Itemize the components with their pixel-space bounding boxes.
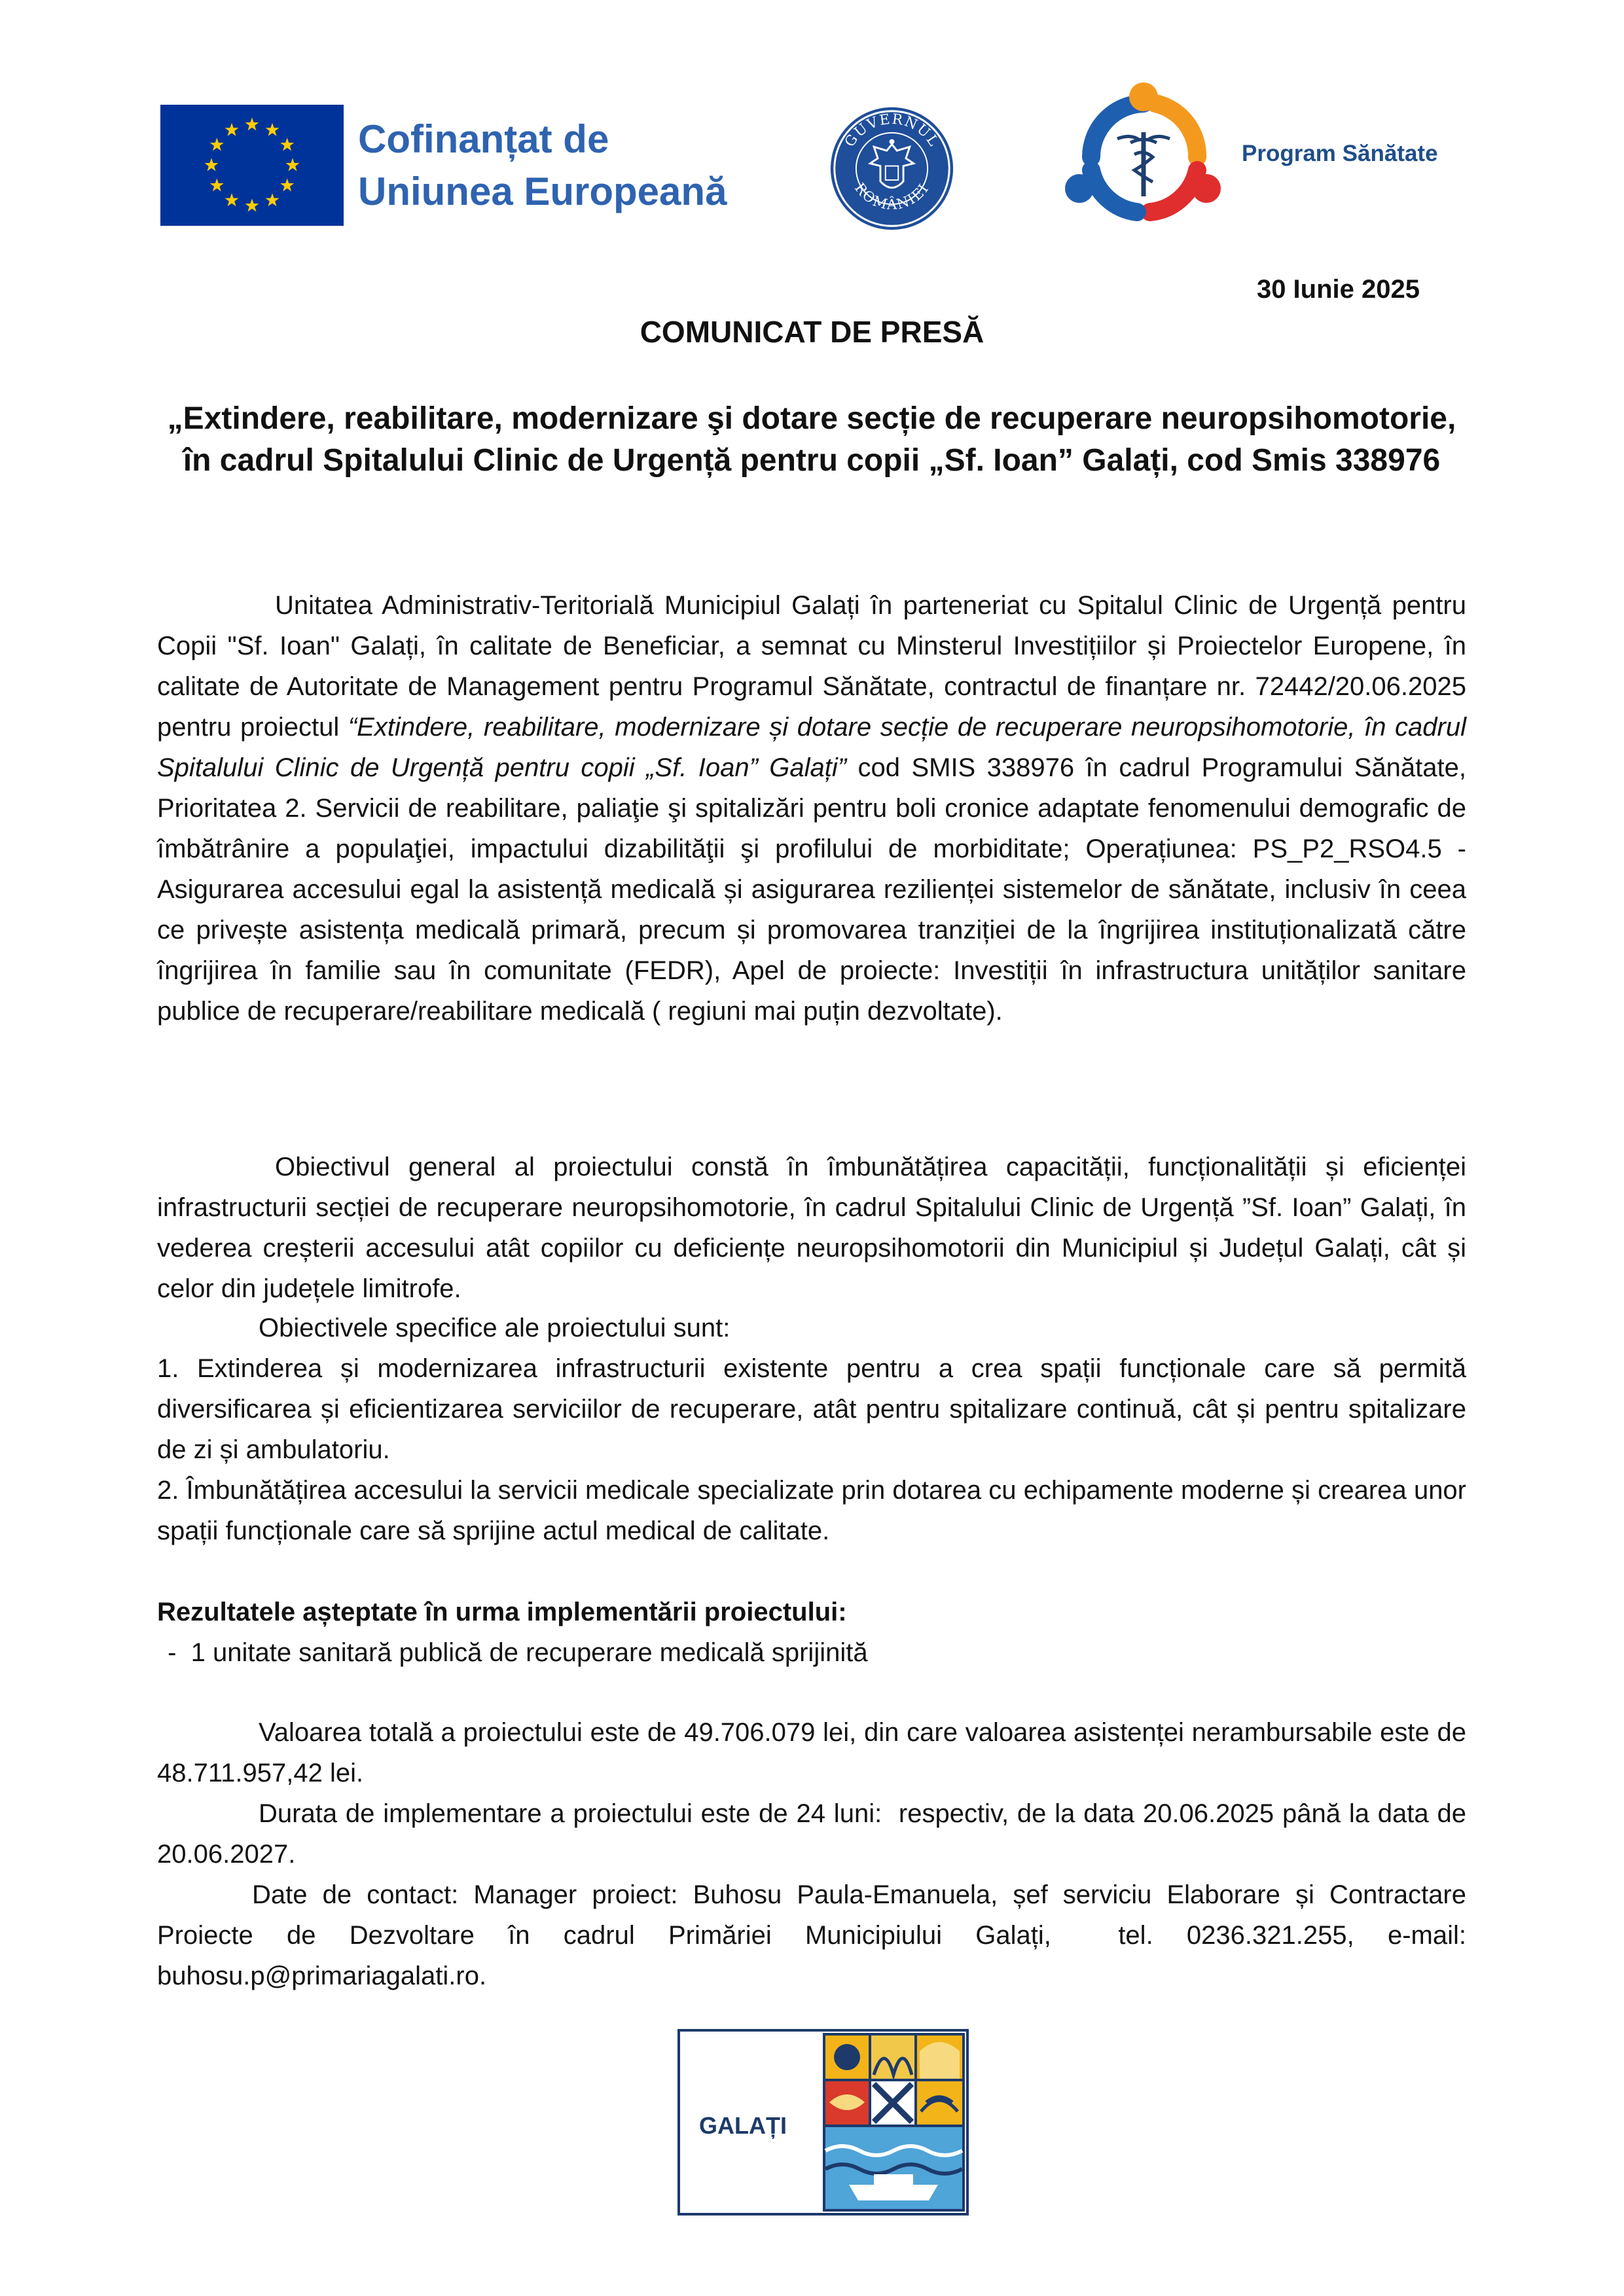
program-sanatate-logo bbox=[1057, 79, 1476, 239]
paragraph-project-duration: Durata de implementare a proiectului este de 24 luni: respectiv, de la data 20.06.2025 până la data de 20.06.2027. bbox=[157, 1799, 1474, 1869]
eu-text-line2: Uniunea Europeană bbox=[358, 170, 727, 213]
results-list-item: - 1 unitate sanitară publică de recuperare medicală sprijinită bbox=[160, 1638, 868, 1667]
document-date: 30 Iunie 2025 bbox=[1256, 275, 1420, 304]
galati-city-logo-icon bbox=[677, 2029, 969, 2215]
program-sanatate-emblem-icon bbox=[1057, 79, 1231, 239]
eu-text-line1: Cofinanțat de bbox=[358, 117, 609, 161]
seal-text-bottom: ROMÂNIEI bbox=[850, 180, 933, 213]
galati-logo-text: GALAȚI bbox=[699, 2112, 787, 2139]
specific-objective-2: 2. Îmbunătățirea accesului la servicii medicale specializate prin dotarea cu echipamente moderne și crearea unor spații funcționale care să sprijine actul medical de calitate. bbox=[157, 1476, 1466, 1545]
specific-objective-1: 1. Extinderea și modernizarea infrastructurii existente pentru a crea spații funcționale care să permită diversificarea și eficientizarea serviciilor de recuperare, atât pentru spitalizare continuă, cât și pentru spitalizare de zi și ambulatoriu. bbox=[157, 1354, 1466, 1464]
results-heading: Rezultatele așteptate în urma implementării proiectului: bbox=[157, 1598, 847, 1626]
document-title: COMUNICAT DE PRESĂ bbox=[640, 315, 984, 349]
eu-flag-icon bbox=[160, 105, 344, 226]
romanian-government-seal-icon bbox=[828, 105, 956, 232]
eu-cofinancing-logo bbox=[160, 105, 736, 226]
program-name: Program Sănătate bbox=[1242, 141, 1438, 166]
paragraph-contract bbox=[157, 585, 1466, 1031]
seal-text-top: GUVERNUL bbox=[841, 111, 943, 151]
paragraph-specific-objectives-intro: Obiectivele specifice ale proiectului sunt: bbox=[259, 1314, 731, 1342]
paragraph-contact: Date de contact: Manager proiect: Buhosu Paula-Emanuela, șef serviciu Elaborare și Contractare Proiecte de Dezvoltare în cadrul Primăriei Municipiului Galați, tel. 0236.321.255, e-mail: buhosu.p@primariagalati.ro. bbox=[157, 1880, 1474, 1990]
project-title: „Extindere, reabilitare, modernizare şi dotare secție de recuperare neuropsihomotorie, în cadrul Spitalului Clinic de Urgență pentru copii „Sf. Ioan” Galați, cod Smis 338976 bbox=[167, 401, 1456, 478]
paragraph-contract-part1: Unitatea Administrativ-Teritorială Municipiul Galați în parteneriat cu Spitalul Clinic de Urgență pentru Copii "Sf. Ioan" Galați, în calitate de Beneficiar, a semnat cu Minsterul Investițiilor și Proiectelor Europene, în calitate de Autoritate de Management pentru Programul Sănătate, contractul de finanțare nr. 72442/20.06.2025 pentru proiectul bbox=[157, 591, 1466, 742]
paragraph-contract-project-name: “Extindere, reabilitare, modernizare și dotare secție de recuperare neuropsihomotorie, în cadrul Spitalului Clinic de Urgență pentru copii „Sf. Ioan” Galați” bbox=[157, 713, 1466, 782]
paragraph-contract-part2: cod SMIS 338976 în cadrul Programului Sănătate, Prioritatea 2. Servicii de reabilitare, paliaţie şi spitalizări pentru boli cronice adaptate fenomenului demografic de îmbătrânire a populaţiei, impactului dizabilităţii şi profilului de morbiditate; Operațiunea: PS_P2_RSO4.5 - Asigurarea accesului egal la asistență medicală și asigurarea rezilienței sistemelor de sănătate, inclusiv în ceea ce privește asistența medicală primară, precum și promovarea tranziției de la îngrijirea instituționalizată către îngrijirea în familie sau în comunitate (FEDR), Apel de proiecte: Investiții în infrastructura unităților sanitare publice de recuperare/reabilitare medicală ( regiuni mai puțin dezvoltate). bbox=[157, 753, 1466, 1026]
paragraph-project-value: Valoarea totală a proiectului este de 49.706.079 lei, din care valoarea asistenței nerambursabile este de 48.711.957,42 lei. bbox=[157, 1718, 1466, 1787]
paragraph-general-objective: Obiectivul general al proiectului constă în îmbunătățirea capacității, funcționalității și eficienței infrastructurii secției de recuperare neuropsihomotorie, în cadrul Spitalului Clinic de Urgență ”Sf. Ioan” Galați, în vederea creșterii accesului atât copiilor cu deficiențe neuropsihomotorii din Municipiul și Județul Galați, cât și celor din județele limitrofe. bbox=[157, 1153, 1466, 1303]
